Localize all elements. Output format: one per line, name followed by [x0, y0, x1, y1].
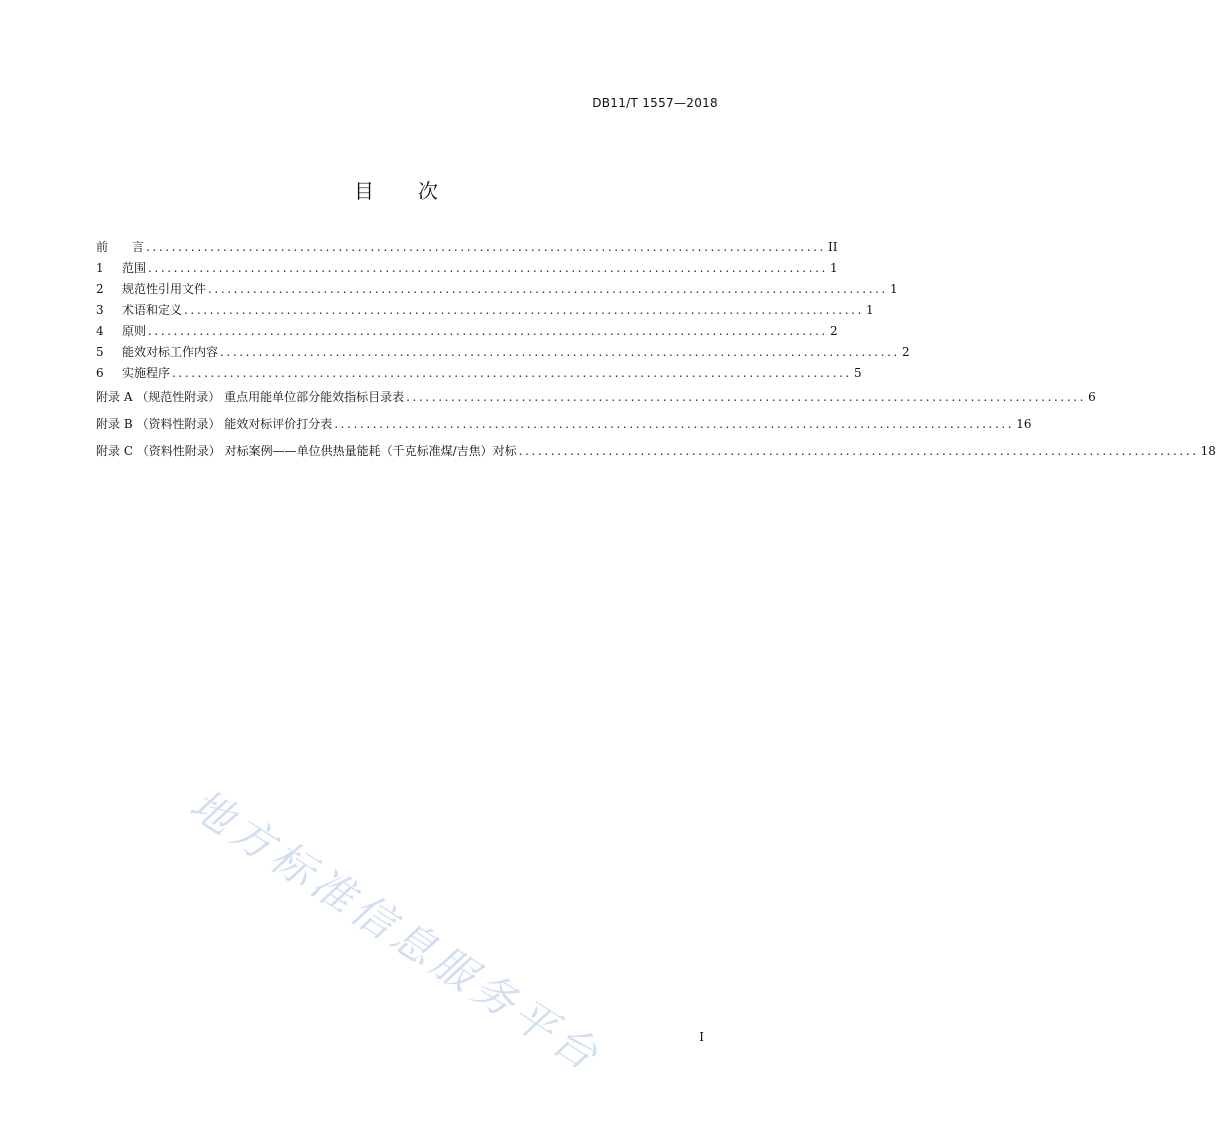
toc-entry-number: 3: [96, 303, 104, 317]
toc-entry-page: 1: [829, 261, 838, 275]
toc-entry-label: 术语和定义: [122, 303, 183, 317]
toc-entry-label: 原则: [122, 324, 147, 338]
toc-entry-2[interactable]: [96, 279, 898, 300]
toc-entry-1[interactable]: [96, 258, 838, 279]
toc-leader-dots: ..........................................................................................................: [208, 282, 888, 296]
toc-leader-dots: ..........................................................................................................: [148, 261, 828, 275]
toc-entry-page: 5: [853, 366, 862, 380]
toc-entry-6[interactable]: [96, 363, 862, 384]
toc-entry-label: 规范性引用文件: [122, 282, 207, 296]
toc-entry-page: 1: [889, 282, 898, 296]
toc-entry-number: 6: [96, 366, 104, 380]
toc-entry-label: 前 言: [96, 240, 145, 254]
toc-leader-dots: ..........................................................................................................: [184, 303, 864, 317]
toc-entry-number: 4: [96, 324, 104, 338]
toc-entry-appendix-c[interactable]: [96, 438, 1216, 465]
toc-entry-number: 5: [96, 345, 104, 359]
table-of-contents: [96, 237, 1216, 465]
toc-entry-page: 18: [1200, 444, 1216, 458]
toc-leader-dots: ..........................................................................................................: [220, 345, 900, 359]
toc-entry-page: 2: [901, 345, 910, 359]
toc-entry-page: 1: [865, 303, 874, 317]
toc-entry-page: II: [827, 240, 838, 254]
toc-entry-3[interactable]: [96, 300, 874, 321]
title-part-2: 次: [418, 179, 438, 203]
toc-entry-preface[interactable]: [96, 237, 838, 258]
page-title: [0, 175, 792, 204]
toc-leader-dots: ..........................................................................................................: [518, 444, 1199, 458]
toc-entry-appendix-a[interactable]: [96, 384, 1096, 411]
toc-entry-appendix-b[interactable]: [96, 411, 1032, 438]
toc-leader-dots: ..........................................................................................................: [334, 417, 1015, 431]
title-part-1: 目: [354, 179, 374, 203]
toc-entry-page: 2: [829, 324, 838, 338]
toc-entry-label: 附录 B （资料性附录） 能效对标评价打分表: [96, 417, 333, 431]
watermark-text: 地方标准信息服务平台: [181, 779, 611, 1083]
toc-entry-4[interactable]: [96, 321, 838, 342]
toc-entry-number: 1: [96, 261, 104, 275]
document-code: DB11/T 1557—2018: [592, 96, 718, 110]
toc-leader-dots: ..........................................................................................................: [172, 366, 852, 380]
page-number: I: [699, 1030, 704, 1044]
toc-leader-dots: ..........................................................................................................: [148, 324, 828, 338]
toc-entry-label: 附录 C （资料性附录） 对标案例——单位供热量能耗（千克标准煤/吉焦）对标: [96, 444, 517, 458]
toc-entry-page: 16: [1016, 417, 1032, 431]
toc-entry-label: 附录 A （规范性附录） 重点用能单位部分能效指标目录表: [96, 390, 405, 404]
toc-entry-label: 能效对标工作内容: [122, 345, 219, 359]
toc-entry-page: 6: [1088, 390, 1096, 404]
toc-entry-number: 2: [96, 282, 104, 296]
toc-entry-5[interactable]: [96, 342, 910, 363]
toc-entry-label: 范围: [122, 261, 147, 275]
toc-leader-dots: ..........................................................................................................: [406, 390, 1087, 404]
toc-entry-label: 实施程序: [122, 366, 171, 380]
toc-leader-dots: ..........................................................................................................: [146, 240, 826, 254]
